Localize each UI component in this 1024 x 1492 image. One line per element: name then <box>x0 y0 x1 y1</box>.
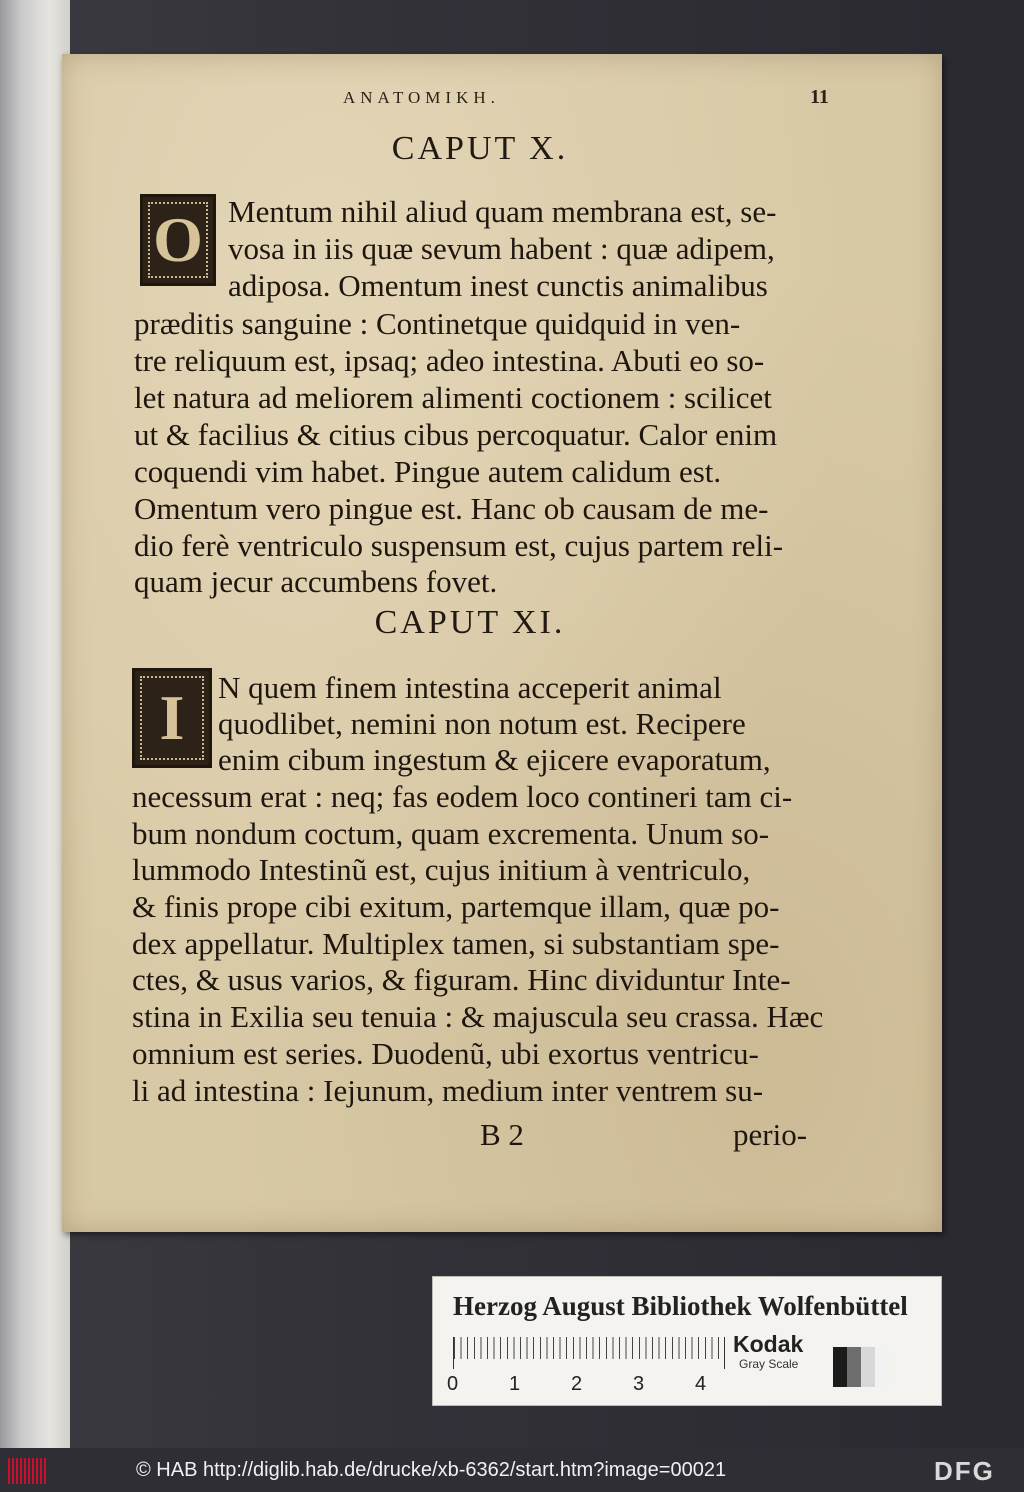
gray-swatch <box>861 1347 875 1387</box>
text-line: enim cibum ingestum & ejicere evaporatum, <box>218 742 771 777</box>
gray-scale-label: Gray Scale <box>739 1357 799 1371</box>
text-line: adiposa. Omentum inest cunctis animalibus <box>228 268 768 303</box>
ruler-number: 0 <box>447 1373 459 1395</box>
text-line: omnium est series. Duodenũ, ubi exortus ventricu- <box>132 1036 759 1071</box>
initial-letter: I <box>159 682 185 753</box>
ruler-number: 1 <box>509 1373 521 1395</box>
text-line: bum nondum coctum, quam excrementa. Unum so- <box>132 816 770 851</box>
copyright-url: © HAB http://diglib.hab.de/drucke/xb-6362/start.htm?image=00021 <box>136 1459 727 1481</box>
text-line: & finis prope cibi exitum, partemque illam, quæ po- <box>132 889 780 924</box>
text-line: ctes, & usus varios, & figuram. Hinc dividuntur Inte- <box>132 962 791 997</box>
text-line: vosa in iis quæ sevum habent : quæ adipem, <box>228 231 775 266</box>
text-line: li ad intestina : Iejunum, medium inter ventrem su- <box>132 1073 764 1108</box>
text-line: Omentum vero pingue est. Hanc ob causam de me- <box>134 491 769 526</box>
text-line: Mentum nihil aliud quam membrana est, se- <box>228 194 777 229</box>
text-line: dio ferè ventriculo suspensum est, cujus partem reli- <box>134 528 784 563</box>
page-number: 11 <box>810 86 829 108</box>
chapter-heading: CAPUT XI. <box>374 604 566 641</box>
text-line: quam jecur accumbens fovet. <box>134 564 498 599</box>
adjacent-page-edge <box>0 0 70 1448</box>
initial-letter: O <box>153 204 203 275</box>
scale-ruler <box>453 1337 725 1369</box>
viewer-footer <box>0 1448 1024 1492</box>
decorated-initial <box>132 668 212 768</box>
gray-swatch <box>833 1347 847 1387</box>
running-head: ANATOMIKH. <box>343 88 500 107</box>
text-line: ut & facilius & citius cibus percoquatur. Calor enim <box>134 417 778 452</box>
text-line: dex appellatur. Multiplex tamen, si substantiam spe- <box>132 926 780 961</box>
library-name: Herzog August Bibliothek Wolfenbüttel <box>453 1291 908 1321</box>
dfg-logo: DFG <box>934 1456 995 1486</box>
barcode-icon <box>8 1458 48 1484</box>
ruler-number: 4 <box>695 1373 707 1395</box>
text-line: coquendi vim habet. Pingue autem calidum est. <box>134 454 722 489</box>
gray-swatch <box>875 1347 889 1387</box>
decorated-initial <box>140 194 216 286</box>
ruler-number: 2 <box>571 1373 583 1395</box>
catchword: perio- <box>733 1117 808 1152</box>
text-line: let natura ad meliorem alimenti coctionem : scilicet <box>134 380 772 415</box>
text-line: necessum erat : neq; fas eodem loco contineri tam ci- <box>132 779 793 814</box>
text-line: quodlibet, nemini non notum est. Recipere <box>218 706 746 741</box>
text-line: stina in Exilia seu tenuia : & majuscula seu crassa. Hæc <box>132 999 824 1034</box>
kodak-logo-text: Kodak <box>733 1331 804 1357</box>
ruler-number: 3 <box>633 1373 645 1395</box>
library-label-card <box>432 1276 942 1406</box>
signature-mark: B 2 <box>480 1117 524 1152</box>
text-line: præditis sanguine : Continetque quidquid in ven- <box>134 306 741 341</box>
text-line: tre reliquum est, ipsaq; adeo intestina. Abuti eo so- <box>134 343 765 378</box>
chapter-heading: CAPUT X. <box>391 130 569 167</box>
text-line: lummodo Intestinũ est, cujus initium à ventriculo, <box>132 852 751 887</box>
text-line: N quem finem intestina acceperit animal <box>218 670 722 705</box>
ruler-numbers <box>447 1373 737 1395</box>
gray-swatch <box>847 1347 861 1387</box>
